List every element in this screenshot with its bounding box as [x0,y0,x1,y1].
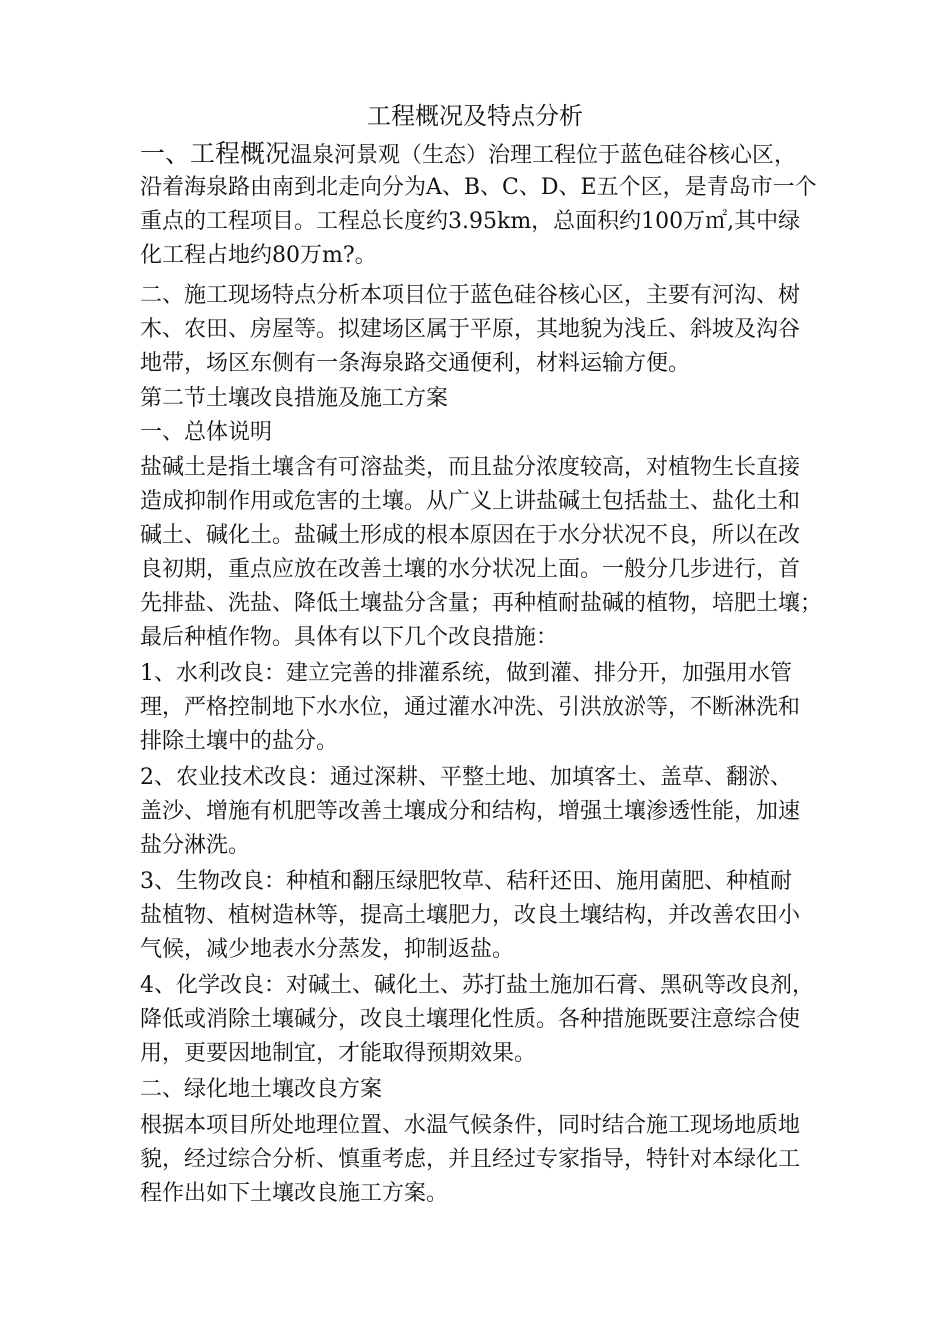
body-line: 造成抑制作用或危害的土壤。从广义上讲盐碱土包括盐土、盐化土和 [140,489,801,514]
body-line: 二、施工现场特点分析本项目位于蓝色硅谷核心区，主要有河沟、树 [140,283,801,308]
body-line: 排除土壤中的盐分。 [140,729,339,754]
body-line: 根据本项目所处地理位置、水温气候条件，同时结合施工现场地质地 [140,1113,801,1138]
body-line: 先排盐、洗盐、降低土壤盐分含量；再种植耐盐碱的植物，培肥土壤； [140,591,823,616]
body-line: 重点的工程项目。工程总长度约3.95km，总面积约100万㎡,其中绿 [140,209,801,234]
body-line: 第二节土壤改良措施及施工方案 [140,386,449,411]
body-line: 程作出如下土壤改良施工方案。 [140,1181,449,1206]
body-line: 沿着海泉路由南到北走向分为A、B、C、D、E五个区，是青岛市一个 [140,175,817,200]
body-line: 2、农业技术改良：通过深耕、平整土地、加填客土、盖草、翻淤、 [140,765,792,790]
body-line: 3、生物改良：种植和翻压绿肥牧草、秸秆还田、施用菌肥、种植耐 [140,869,792,894]
body-line: 最后种植作物。具体有以下几个改良措施： [140,625,559,650]
body-line: 一、总体说明 [140,420,273,445]
body-line: 盐碱土是指土壤含有可溶盐类，而且盐分浓度较高，对植物生长直接 [140,455,801,480]
body-line: 盐分淋洗。 [140,833,251,858]
body-line: 一、工程概况温泉河景观（生态）治理工程位于蓝色硅谷核心区， [140,139,797,168]
body-line: 盐植物、植树造林等，提高土壤肥力，改良土壤结构，并改善农田小 [140,903,801,928]
document-title: 工程概况及特点分析 [367,102,583,130]
body-line: 4、化学改良：对碱土、碱化土、苏打盐土施加石膏、黑矾等改良剂， [140,973,814,998]
section-heading: 一、工程概况 [140,139,291,168]
body-line: 降低或消除土壤碱分，改良土壤理化性质。各种措施既要注意综合使 [140,1007,801,1032]
body-line: 碱土、碱化土。盐碱土形成的根本原因在于水分状况不良，所以在改 [140,523,801,548]
body-line: 良初期，重点应放在改善土壤的水分状况上面。一般分几步进行，首 [140,557,801,582]
body-line: 理，严格控制地下水水位，通过灌水冲洗、引洪放淤等，不断淋洗和 [140,695,801,720]
body-line: 用，更要因地制宜，才能取得预期效果。 [140,1041,537,1066]
body-line: 木、农田、房屋等。拟建场区属于平原，其地貌为浅丘、斜坡及沟谷 [140,317,801,342]
body-line: 气候，减少地表水分蒸发，抑制返盐。 [140,937,515,962]
body-line: 二、绿化地土壤改良方案 [140,1077,383,1102]
body-line: 盖沙、增施有机肥等改善土壤成分和结构，增强土壤渗透性能，加速 [140,799,801,824]
body-line: 1、水利改良：建立完善的排灌系统，做到灌、排分开，加强用水管 [140,661,792,686]
body-line: 地带，场区东侧有一条海泉路交通便利，材料运输方便。 [140,351,691,376]
body-line: 化工程占地约80万m?。 [140,243,377,268]
body-line: 貌，经过综合分析、慎重考虑，并且经过专家指导，特针对本绿化工 [140,1147,801,1172]
